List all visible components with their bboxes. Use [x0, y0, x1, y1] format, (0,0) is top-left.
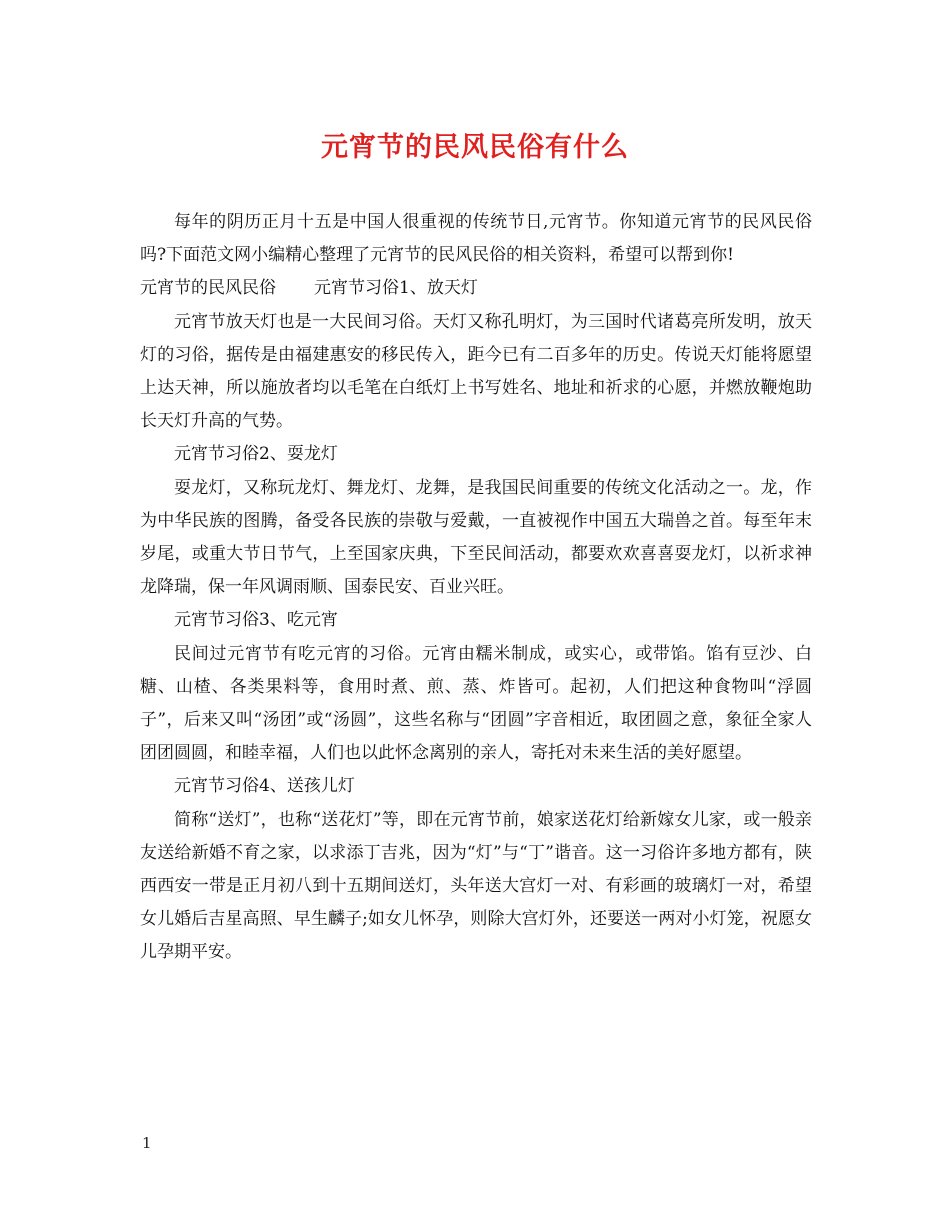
custom-3-heading: 元宵节习俗3、吃元宵	[174, 610, 338, 631]
page-number: 1	[142, 1134, 152, 1152]
custom-4-heading: 元宵节习俗4、送孩儿灯	[174, 776, 355, 797]
custom-1-heading: 元宵节习俗1、放天灯	[314, 278, 478, 299]
document-title: 元宵节的民风民俗有什么	[321, 132, 629, 163]
section-title: 元宵节的民风民俗	[140, 278, 276, 299]
custom-3-paragraph: 民间过元宵节有吃元宵的习俗。元宵由糯米制成，或实心，或带馅。馅有豆沙、白糖、山楂、各类果料等，食用时煮、煎、蒸、炸皆可。起初，人们把这种食物叫“浮圆子”，后来又叫“汤团”或“汤圆”，这些名称与“团圆”字音相近，取团圆之意，象征全家人团团圆圆，和睦幸福，人们也以此怀念离别的亲人，寄托对未来生活的美好愿望。	[140, 643, 812, 764]
custom-2-heading: 元宵节习俗2、耍龙灯	[174, 444, 338, 465]
intro-paragraph: 每年的阴历正月十五是中国人很重视的传统节日,元宵节。你知道元宵节的民风民俗吗?下面范文网小编精心整理了元宵节的民风民俗的相关资料，希望可以帮到你!	[140, 212, 812, 266]
custom-2-paragraph: 耍龙灯，又称玩龙灯、舞龙灯、龙舞，是我国民间重要的传统文化活动之一。龙，作为中华民族的图腾，备受各民族的崇敬与爱戴，一直被视作中国五大瑞兽之首。每至年末岁尾，或重大节日节气，上至国家庆典，下至民间活动，都要欢欢喜喜耍龙灯，以祈求神龙降瑞，保一年风调雨顺、国泰民安、百业兴旺。	[140, 477, 812, 598]
section-heading-line	[140, 272, 812, 305]
custom-4-paragraph: 简称“送灯”，也称“送花灯”等，即在元宵节前，娘家送花灯给新嫁女儿家，或一般亲友送给新婚不育之家，以求添丁吉兆，因为“灯”与“丁”谐音。这一习俗许多地方都有，陕西西安一带是正月初八到十五期间送灯，头年送大宫灯一对、有彩画的玻璃灯一对，希望女儿婚后吉星高照、早生麟子;如女儿怀孕，则除大宫灯外，还要送一两对小灯笼，祝愿女儿孕期平安。	[140, 809, 812, 963]
document-body	[140, 206, 812, 970]
custom-1-paragraph: 元宵节放天灯也是一大民间习俗。天灯又称孔明灯，为三国时代诸葛亮所发明，放天灯的习俗，据传是由福建惠安的移民传入，距今已有二百多年的历史。传说天灯能将愿望上达天神，所以施放者均以毛笔在白纸灯上书写姓名、地址和祈求的心愿，并燃放鞭炮助长天灯升高的气势。	[140, 311, 812, 432]
